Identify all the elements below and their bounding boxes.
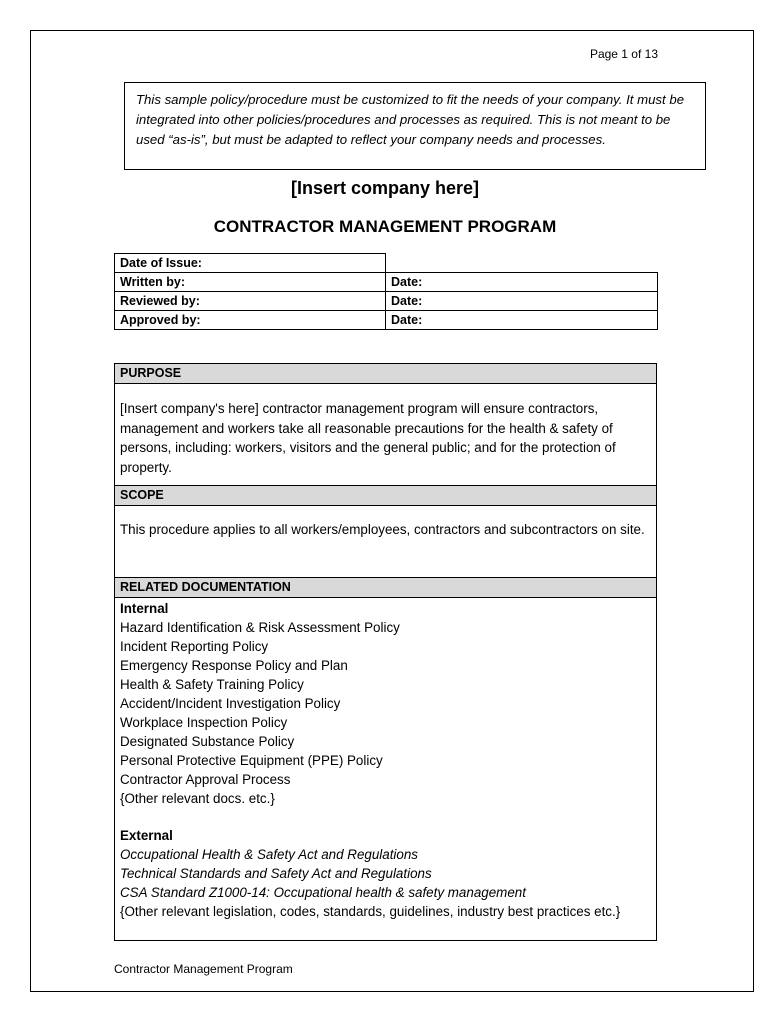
approved-by-label: Approved by: (115, 311, 386, 330)
external-doc-item: Occupational Health & Safety Act and Regulations (120, 847, 418, 862)
issue-table (114, 253, 658, 330)
internal-doc-item: Health & Safety Training Policy (120, 677, 304, 692)
date-of-issue-label: Date of Issue: (115, 254, 386, 273)
internal-heading: Internal (120, 601, 169, 616)
internal-list (120, 618, 646, 808)
purpose-heading: PURPOSE (115, 364, 656, 384)
external-doc-item: CSA Standard Z1000-14: Occupational health & safety management (120, 885, 526, 900)
internal-doc-item: Accident/Incident Investigation Policy (120, 696, 341, 711)
internal-doc-item: Designated Substance Policy (120, 734, 295, 749)
external-list (120, 845, 646, 921)
external-doc-item: {Other relevant legislation, codes, standards, guidelines, industry best practices etc.} (120, 904, 621, 919)
internal-doc-item: Workplace Inspection Policy (120, 715, 288, 730)
disclaimer-box: This sample policy/procedure must be customized to fit the needs of your company. It must be integrated into other policies/procedures and processes as required. This is not meant to be used “as-is”, but must be adapted to reflect your company needs and processes. (124, 82, 706, 170)
internal-doc-item: {Other relevant docs. etc.} (120, 791, 275, 806)
internal-doc-item: Emergency Response Policy and Plan (120, 658, 348, 673)
written-by-label: Written by: (115, 273, 386, 292)
reviewed-by-label: Reviewed by: (115, 292, 386, 311)
issue-row-approved-by (115, 311, 658, 330)
issue-row-written-by (115, 273, 658, 292)
issue-row-reviewed-by (115, 292, 658, 311)
reviewed-date-label: Date: (386, 292, 658, 311)
date-of-issue-blank (386, 254, 658, 273)
related-documentation-body (115, 598, 656, 927)
external-heading: External (120, 828, 173, 843)
approved-date-label: Date: (386, 311, 658, 330)
document-title: CONTRACTOR MANAGEMENT PROGRAM (213, 217, 557, 236)
written-date-label: Date: (386, 273, 658, 292)
internal-doc-item: Hazard Identification & Risk Assessment Policy (120, 620, 400, 635)
scope-text: This procedure applies to all workers/employees, contractors and subcontractors on site. (120, 522, 645, 537)
related-documentation-heading: RELATED DOCUMENTATION (115, 577, 656, 598)
external-doc-item: Technical Standards and Safety Act and Regulations (120, 866, 432, 881)
internal-doc-item: Contractor Approval Process (120, 772, 291, 787)
scope-heading: SCOPE (115, 485, 656, 506)
spacer (120, 808, 646, 826)
footer-text: Contractor Management Program (114, 962, 293, 976)
sections-table (114, 363, 657, 941)
purpose-text: [Insert company's here] contractor management program will ensure contractors, management and workers take all reasonable precautions for the health & safety of persons, including: workers, visitors and the general public; and for the protection of property. (120, 401, 616, 475)
page-number: Page 1 of 13 (589, 47, 658, 61)
internal-doc-item: Incident Reporting Policy (120, 639, 269, 654)
company-placeholder: [Insert company here] (290, 178, 480, 198)
internal-doc-item: Personal Protective Equipment (PPE) Policy (120, 753, 383, 768)
issue-row-date-of-issue (115, 254, 658, 273)
